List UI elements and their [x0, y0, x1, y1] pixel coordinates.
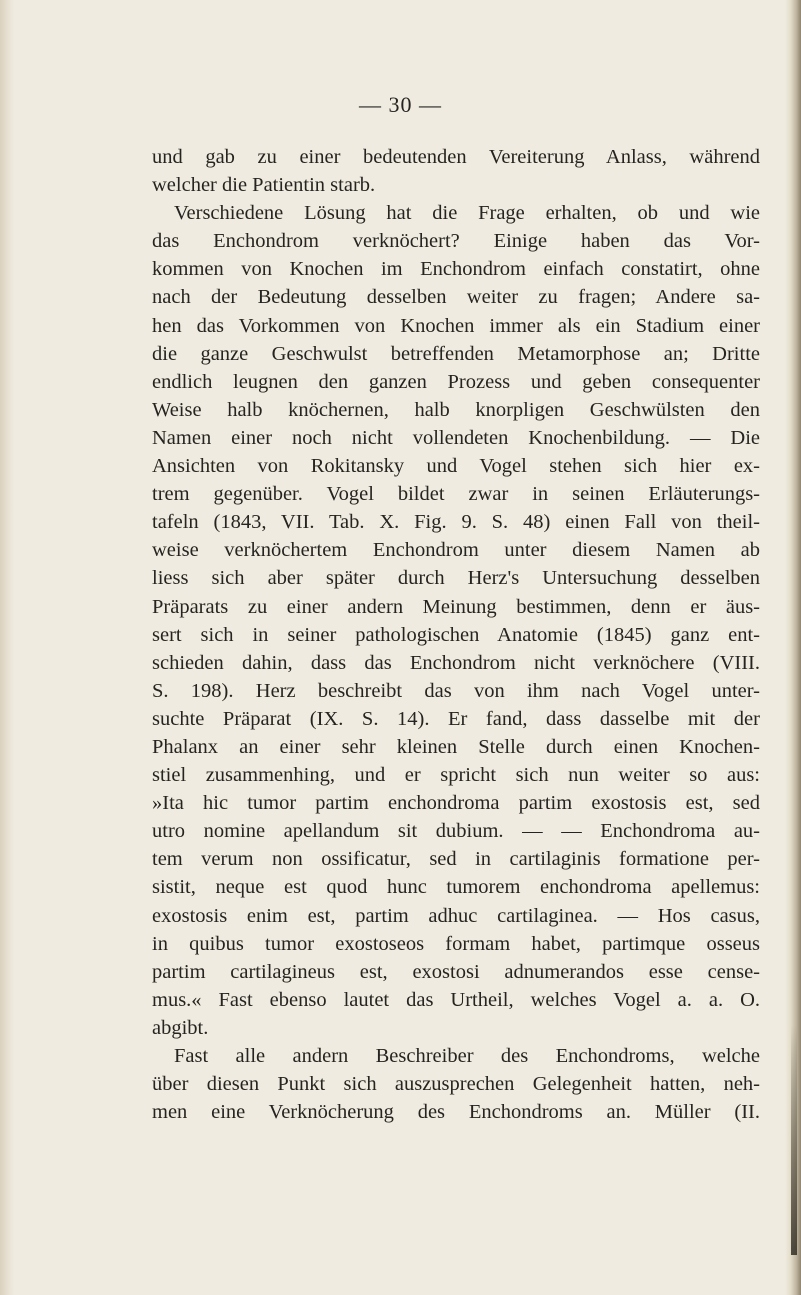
text-line: Verschiedene Lösung hat die Frage erhalten, ob und wie — [174, 202, 760, 225]
binding-shadow — [791, 1025, 797, 1255]
text-line: schieden dahin, dass das Enchondrom nicht verknöchere (VIII. — [152, 651, 760, 674]
text-line: suchte Präparat (IX. S. 14). Er fand, dass dasselbe mit der — [152, 707, 760, 730]
text-line: nach der Bedeutung desselben weiter zu fragen; Andere sa- — [152, 286, 760, 309]
text-line: sistit, neque est quod hunc tumorem enchondroma apellemus: — [152, 876, 760, 899]
text-line: kommen von Knochen im Enchondrom einfach constatirt, ohne — [152, 258, 760, 281]
page-number: — 30 — — [359, 92, 442, 117]
text-line: Fast alle andern Beschreiber des Enchondroms, welche — [174, 1045, 760, 1067]
page-left-edge — [0, 0, 14, 1295]
text-line: tem verum non ossificatur, sed in cartilaginis formatione per- — [152, 848, 760, 871]
text-line: welcher die Patientin starb. — [152, 174, 376, 197]
text-line: Weise halb knöchernen, halb knorpligen Geschwülsten den — [152, 398, 760, 421]
text-line: utro nomine apellandum sit dubium. — — Enchondroma au- — [152, 820, 760, 843]
text-line: tafeln (1843, VII. Tab. X. Fig. 9. S. 48) einen Fall von theil- — [152, 511, 760, 534]
text-line: liess sich aber später durch Herz's Untersuchung desselben — [152, 567, 760, 590]
text-line: stiel zusammenhing, und er spricht sich nun weiter so aus: — [152, 764, 760, 787]
text-line: Präparats zu einer andern Meinung bestimmen, denn er äus- — [152, 595, 760, 618]
text-line: und gab zu einer bedeutenden Vereiterung Anlass, während — [152, 146, 760, 168]
text-line: in quibus tumor exostoseos formam habet, partimque osseus — [152, 932, 760, 955]
text-line: Ansichten von Rokitansky und Vogel stehen sich hier ex- — [152, 455, 760, 478]
text-line: Namen einer noch nicht vollendeten Knochenbildung. — Die — [152, 426, 760, 449]
text-line: S. 198). Herz beschreibt das von ihm nach Vogel unter- — [152, 679, 760, 702]
text-line: »Ita hic tumor partim enchondroma partim exostosis est, sed — [152, 792, 760, 815]
text-line: trem gegenüber. Vogel bildet zwar in seinen Erläuterungs- — [152, 483, 760, 506]
text-line: abgibt. — [152, 1016, 209, 1039]
text-line: die ganze Geschwulst betreffenden Metamorphose an; Dritte — [152, 342, 760, 365]
text-line: exostosis enim est, partim adhuc cartilaginea. — Hos casus, — [152, 904, 760, 927]
text-line: hen das Vorkommen von Knochen immer als ein Stadium einer — [152, 314, 760, 337]
body-text — [152, 143, 760, 1126]
text-line: men eine Verknöcherung des Enchondroms an. Müller (II. — [152, 1101, 760, 1124]
text-line: über diesen Punkt sich auszusprechen Gelegenheit hatten, neh- — [152, 1073, 760, 1096]
text-line: endlich leugnen den ganzen Prozess und geben consequenter — [152, 370, 760, 393]
text-line: das Enchondrom verknöchert? Einige haben das Vor- — [152, 230, 760, 253]
text-line: partim cartilagineus est, exostosi adnumerandos esse cense- — [152, 960, 760, 983]
text-line: Phalanx an einer sehr kleinen Stelle durch einen Knochen- — [152, 735, 760, 758]
text-line: sert sich in seiner pathologischen Anatomie (1845) ganz ent- — [152, 623, 760, 646]
text-line: mus.« Fast ebenso lautet das Urtheil, welches Vogel a. a. O. — [152, 988, 760, 1011]
text-line: weise verknöchertem Enchondrom unter diesem Namen ab — [152, 539, 760, 562]
